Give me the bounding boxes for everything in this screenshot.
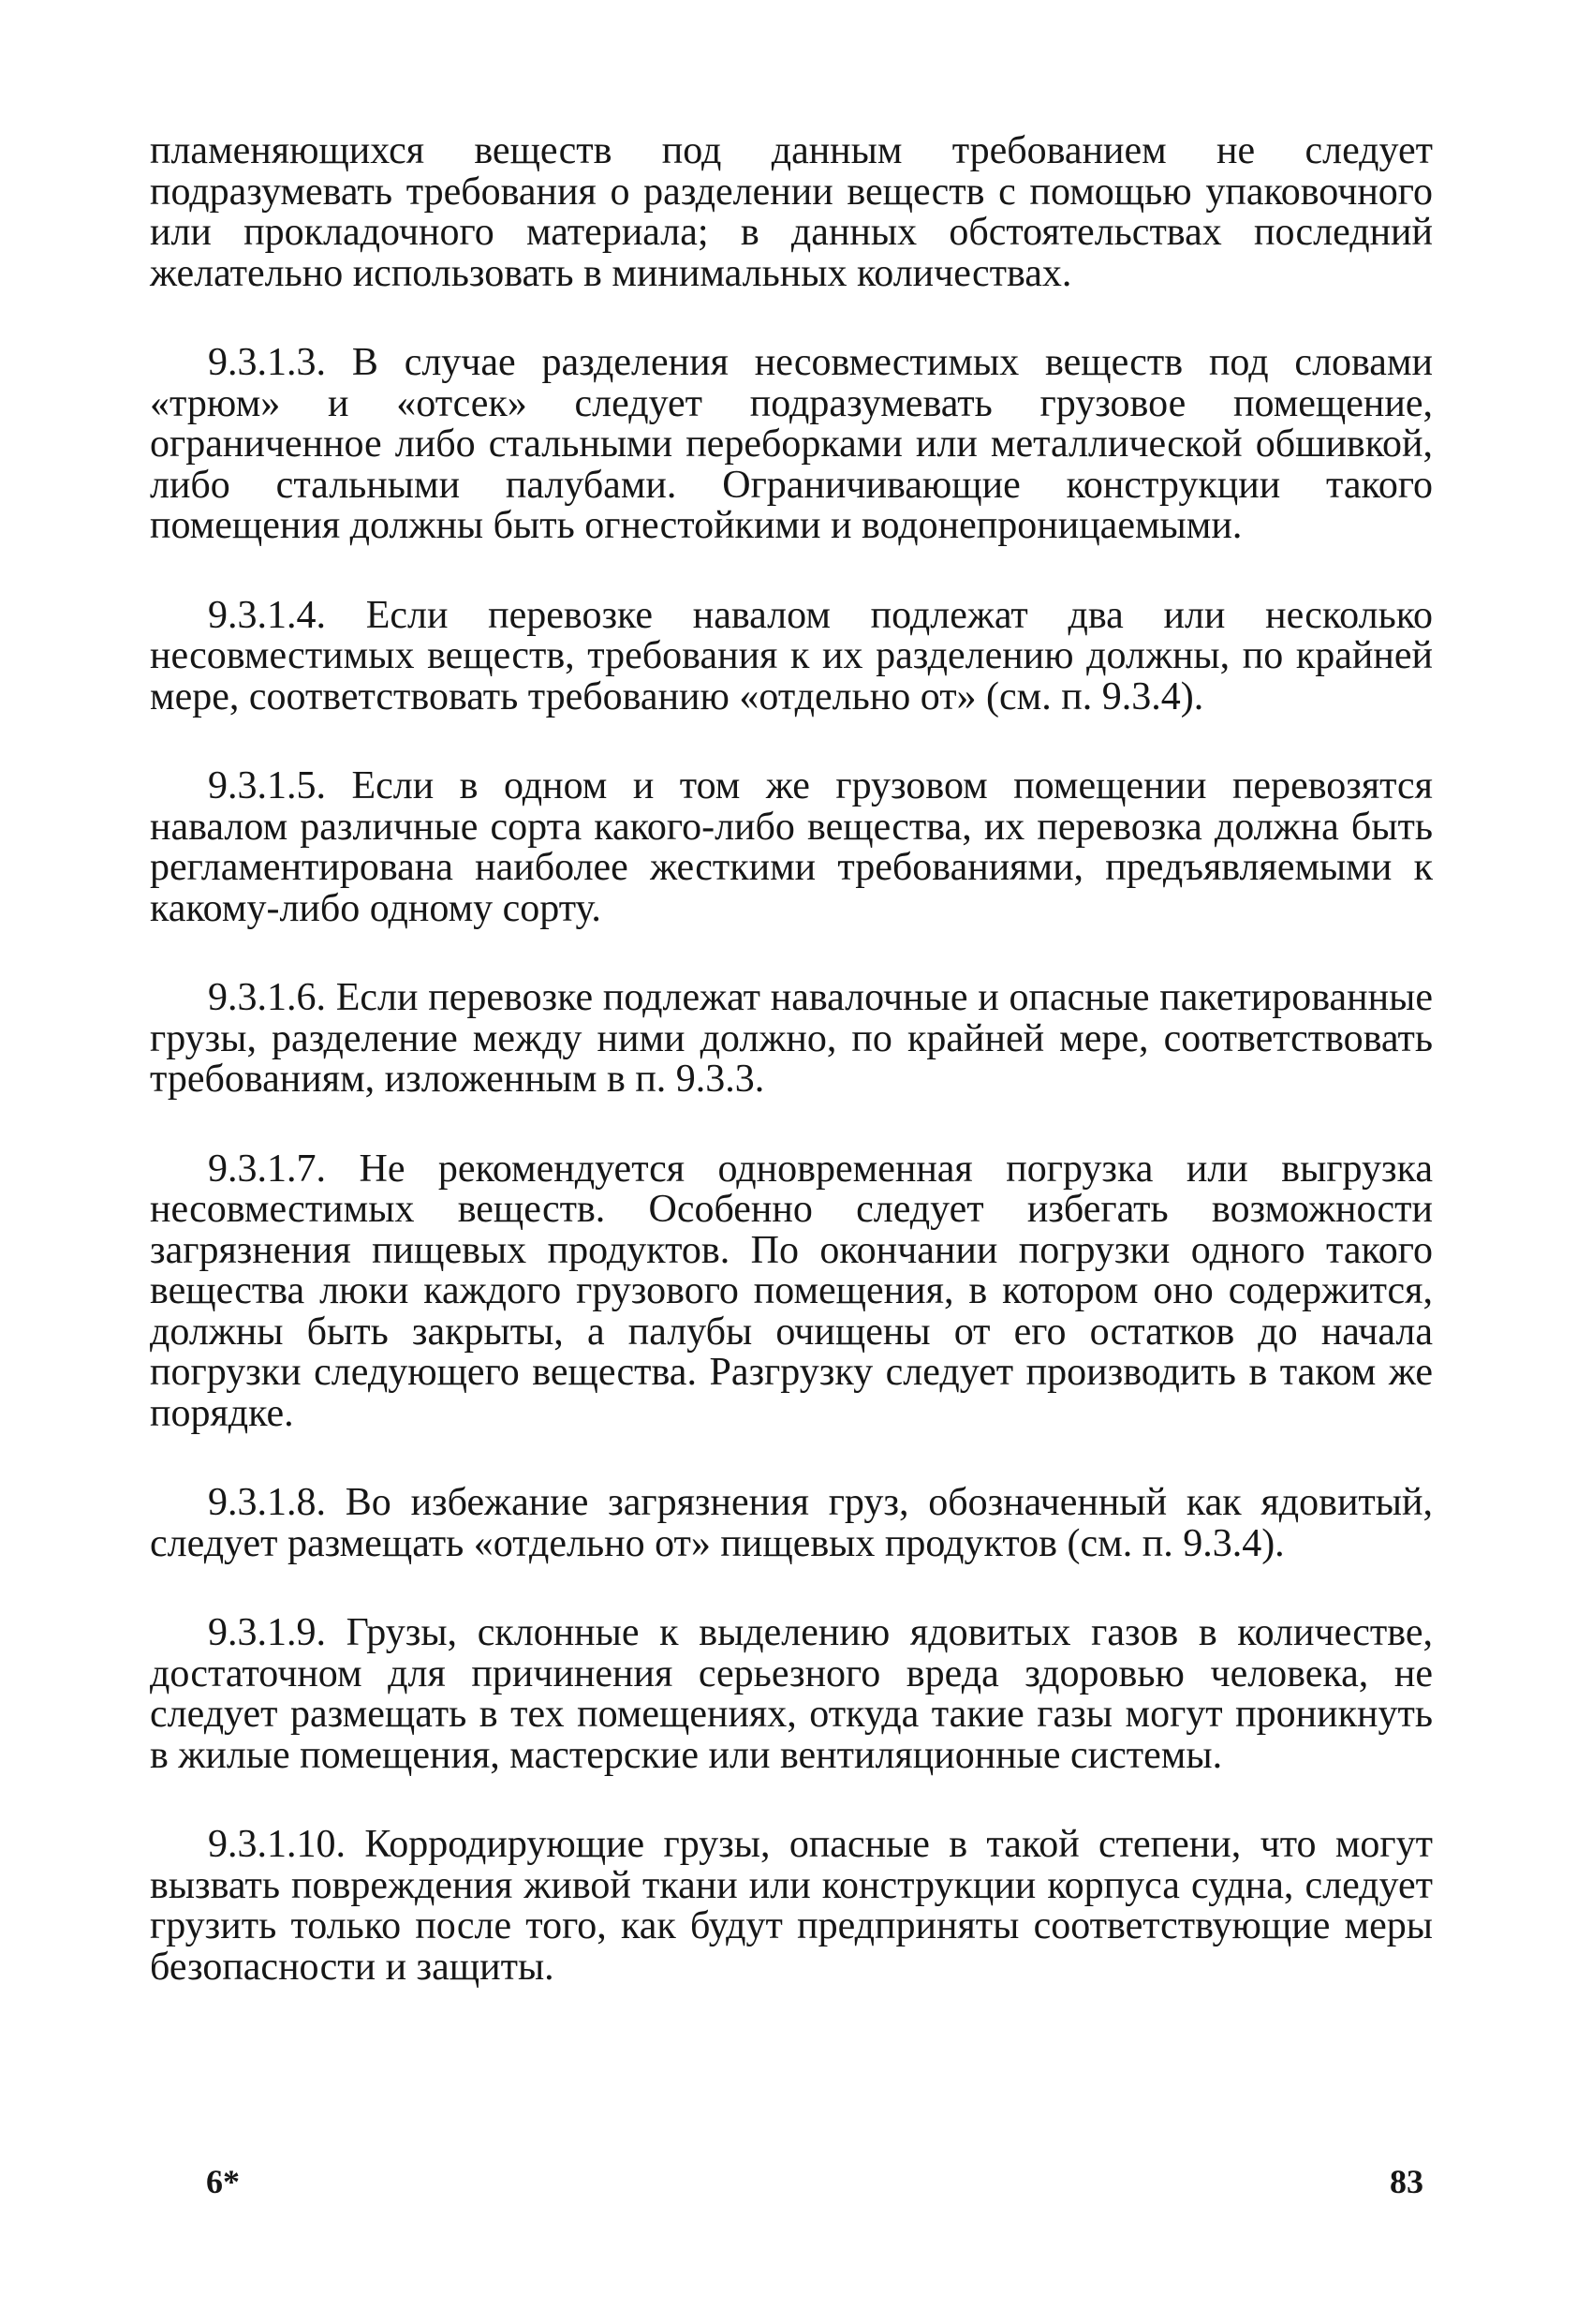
page-footer (206, 2162, 1423, 2209)
paragraph-9-3-1-5: 9.3.1.5. Если в одном и том же грузовом помещении перевозятся навалом различные сорта какого-либо вещества, их перевозка должна быть регламентирована наиболее жесткими требованиями, предъявляемыми к какому-либо одному сорту. (150, 764, 1433, 930)
paragraph-9-3-1-6: 9.3.1.6. Если перевозке подлежат навалочные и опасные пакетированные грузы, разделение между ними должно, по крайней мере, соответствовать требованиям, изложенным в п. 9.3.3. (150, 976, 1433, 1101)
paragraph-9-3-1-8: 9.3.1.8. Во избежание загрязнения груз, обозначенный как ядовитый, следует размещать «отдельно от» пищевых продуктов (см. п. 9.3.4). (150, 1481, 1433, 1565)
paragraph-9-3-1-10: 9.3.1.10. Корродирующие грузы, опасные в такой степени, что могут вызвать повреждения живой ткани или конструкции корпуса судна, следует грузить только после того, как будут предприняты соответствующие меры безопасности и защиты. (150, 1823, 1433, 1989)
paragraph-continuation: пламеняющихся веществ под данным требованием не следует подразумевать требования о разделении веществ с помощью упаковочного или прокладочного материала; в данных обстоятельствах последний желательно использовать в минимальных количествах. (150, 129, 1433, 295)
paragraph-9-3-1-9: 9.3.1.9. Грузы, склонные к выделению ядовитых газов в количестве, достаточном для причинения серьезного вреда здоровью человека, не следует размещать в тех помещениях, откуда такие газы могут проникнуть в жилые помещения, мастерские или вентиляционные системы. (150, 1611, 1433, 1777)
paragraph-9-3-1-4: 9.3.1.4. Если перевозке навалом подлежат два или несколько несовместимых веществ, требования к их разделению должны, по крайней мере, соответствовать требованию «отдельно от» (см. п. 9.3.4). (150, 593, 1433, 718)
paragraph-9-3-1-7: 9.3.1.7. Не рекомендуется одновременная погрузка или выгрузка несовместимых веществ. Особенно следует избегать возможности загрязнения пищевых продуктов. По окончании погрузки одного такого вещества люки каждого грузового помещения, в котором оно содержится, должны быть закрыты, а палубы очищены от его остатков до начала погрузки следующего вещества. Разгрузку следует производить в таком же порядке. (150, 1147, 1433, 1435)
page-number: 83 (1390, 2163, 1423, 2200)
signature-mark: 6* (206, 2163, 240, 2200)
paragraph-9-3-1-3: 9.3.1.3. В случае разделения несовместимых веществ под словами «трюм» и «отсек» следует подразумевать грузовое помещение, ограниченное либо стальными переборками или металлической обшивкой, либо стальными палубами. Ограничивающие конструкции такого помещения должны быть огнестойкими и водонепроницаемыми. (150, 341, 1433, 547)
page-body (150, 131, 1433, 2036)
